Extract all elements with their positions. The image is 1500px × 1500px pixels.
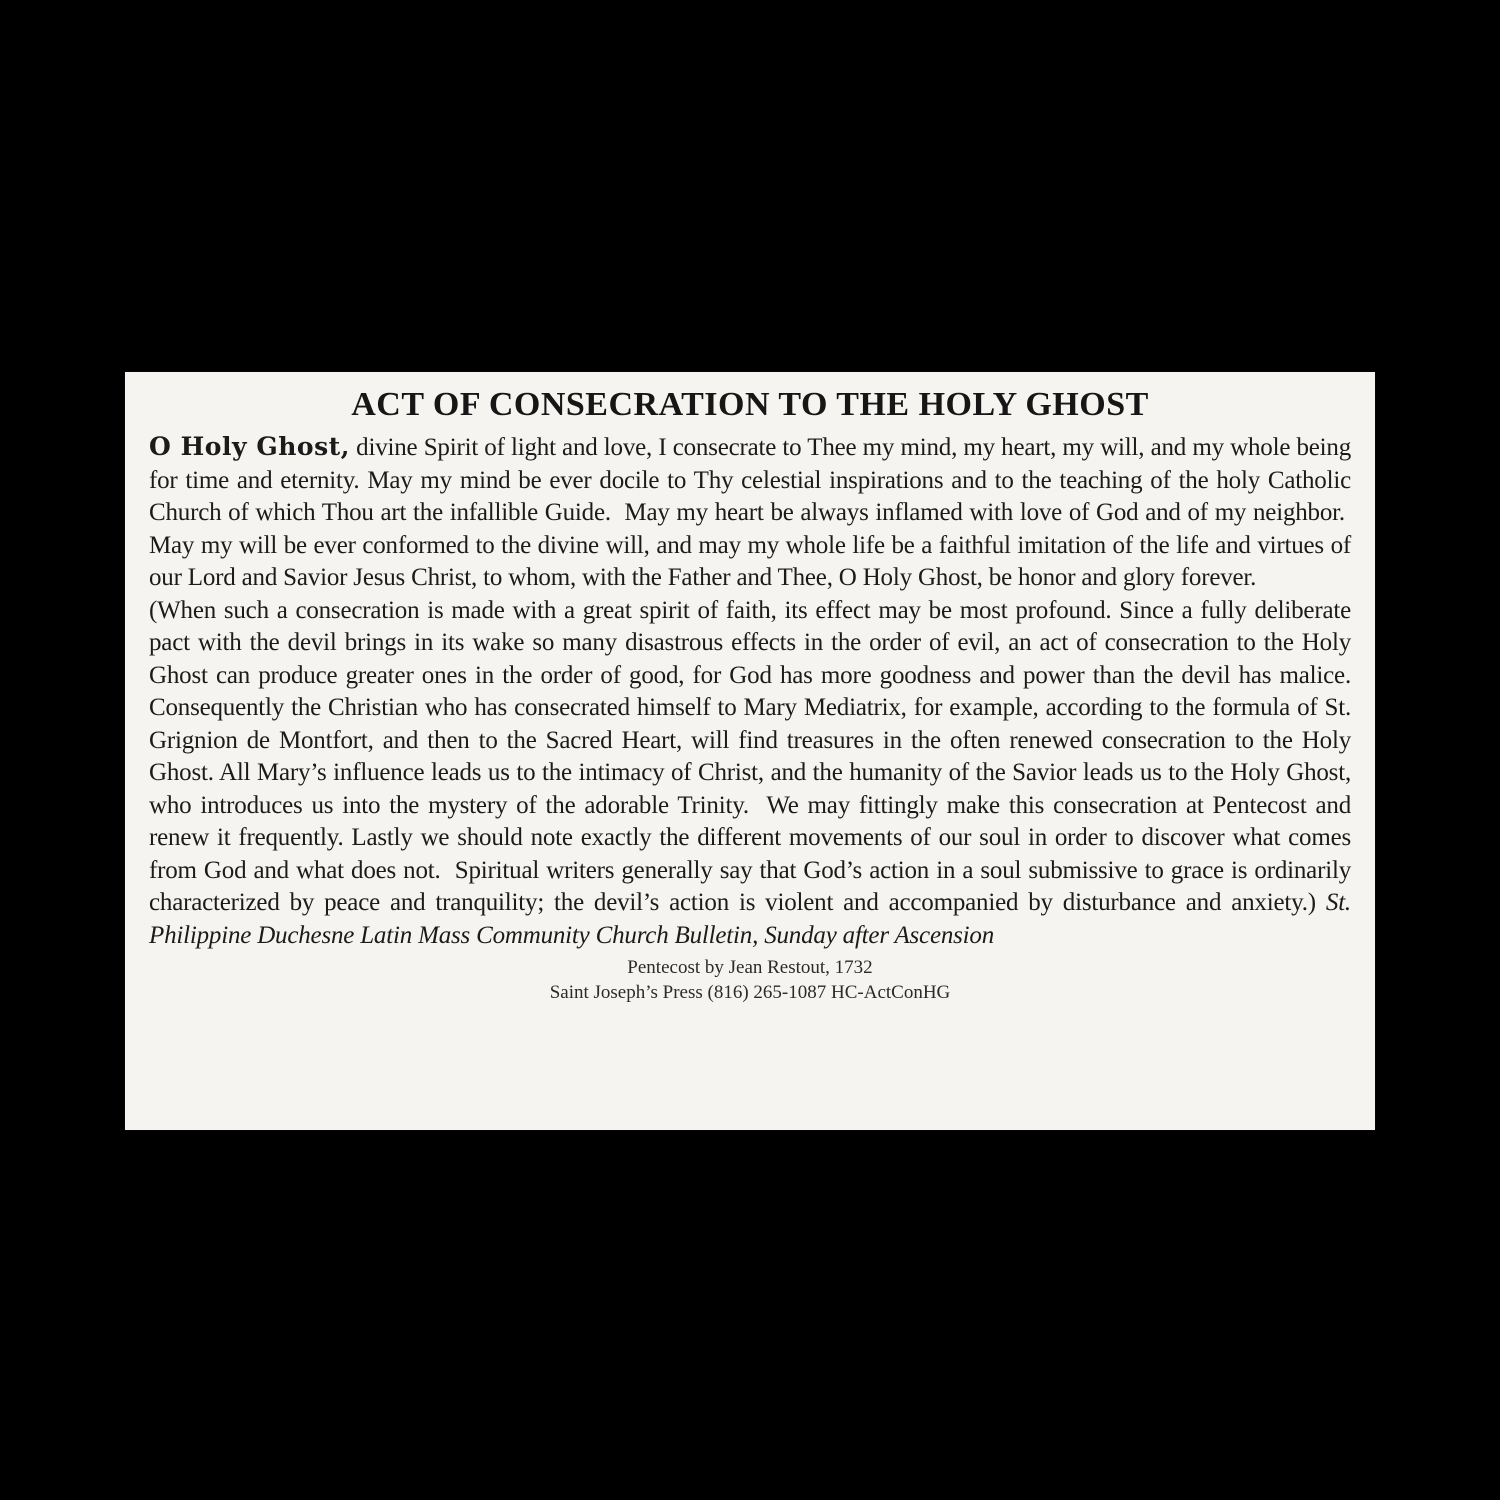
prayer-paragraph bbox=[149, 431, 1351, 595]
credits-block bbox=[149, 955, 1351, 1005]
publisher-credit: Saint Joseph’s Press (816) 265-1087 HC-ActConHG bbox=[549, 982, 951, 1003]
commentary-body-text: (When such a consecration is made with a great spirit of faith, its effect may be most profound. Since a fully deliberate pact with the devil brings in its wake so many disastrous effects in the order of evil, an act of consecration to the Holy Ghost can produce greater ones in the order of good, for God has more goodness and power than the devil has malice. Consequently the Christian who has consecrated himself to Mary Mediatrix, for example, according to the formula of St. Grignion de Montfort, and then to the Sacred Heart, will find treasures in the often renewed consecration to the Holy Ghost. All Mary’s influence leads us to the intimacy of Christ, and the humanity of the Savior leads us to the Holy Ghost, who introduces us into the mystery of the adorable Trinity. We may fittingly make this consecration at Pentecost and renew it frequently. Lastly we should note exactly the different movements of our soul in order to discover what comes from God and what does not. Spiritual writers generally say that God’s action in a soul submissive to grace is ordinarily characterized by peace and tranquility; the devil’s action is violent and accompanied by disturbance and anxiety.) bbox=[149, 596, 1351, 916]
card-title: ACT OF CONSECRATION TO THE HOLY GHOST bbox=[351, 386, 1149, 423]
commentary-citation: St. Philippine Duchesne Latin Mass Community Church Bulletin, Sunday after Ascension bbox=[149, 889, 1351, 949]
prayer-invocation: O Holy Ghost, bbox=[149, 432, 350, 461]
prayer-card bbox=[125, 372, 1375, 1130]
artwork-credit: Pentecost by Jean Restout, 1732 bbox=[627, 957, 873, 978]
prayer-body-text: divine Spirit of light and love, I consecrate to Thee my mind, my heart, my will, and my whole being for time and eternity. May my mind be ever docile to Thy celestial inspirations and to the teaching of the holy Catholic Church of which Thou art the infallible Guide. May my heart be always inflamed with love of God and of my neighbor. May my will be ever conformed to the divine will, and may my whole life be a faithful imitation of the life and virtues of our Lord and Savior Jesus Christ, to whom, with the Father and Thee, O Holy Ghost, be honor and glory forever. bbox=[149, 434, 1351, 591]
commentary-paragraph bbox=[149, 595, 1351, 953]
